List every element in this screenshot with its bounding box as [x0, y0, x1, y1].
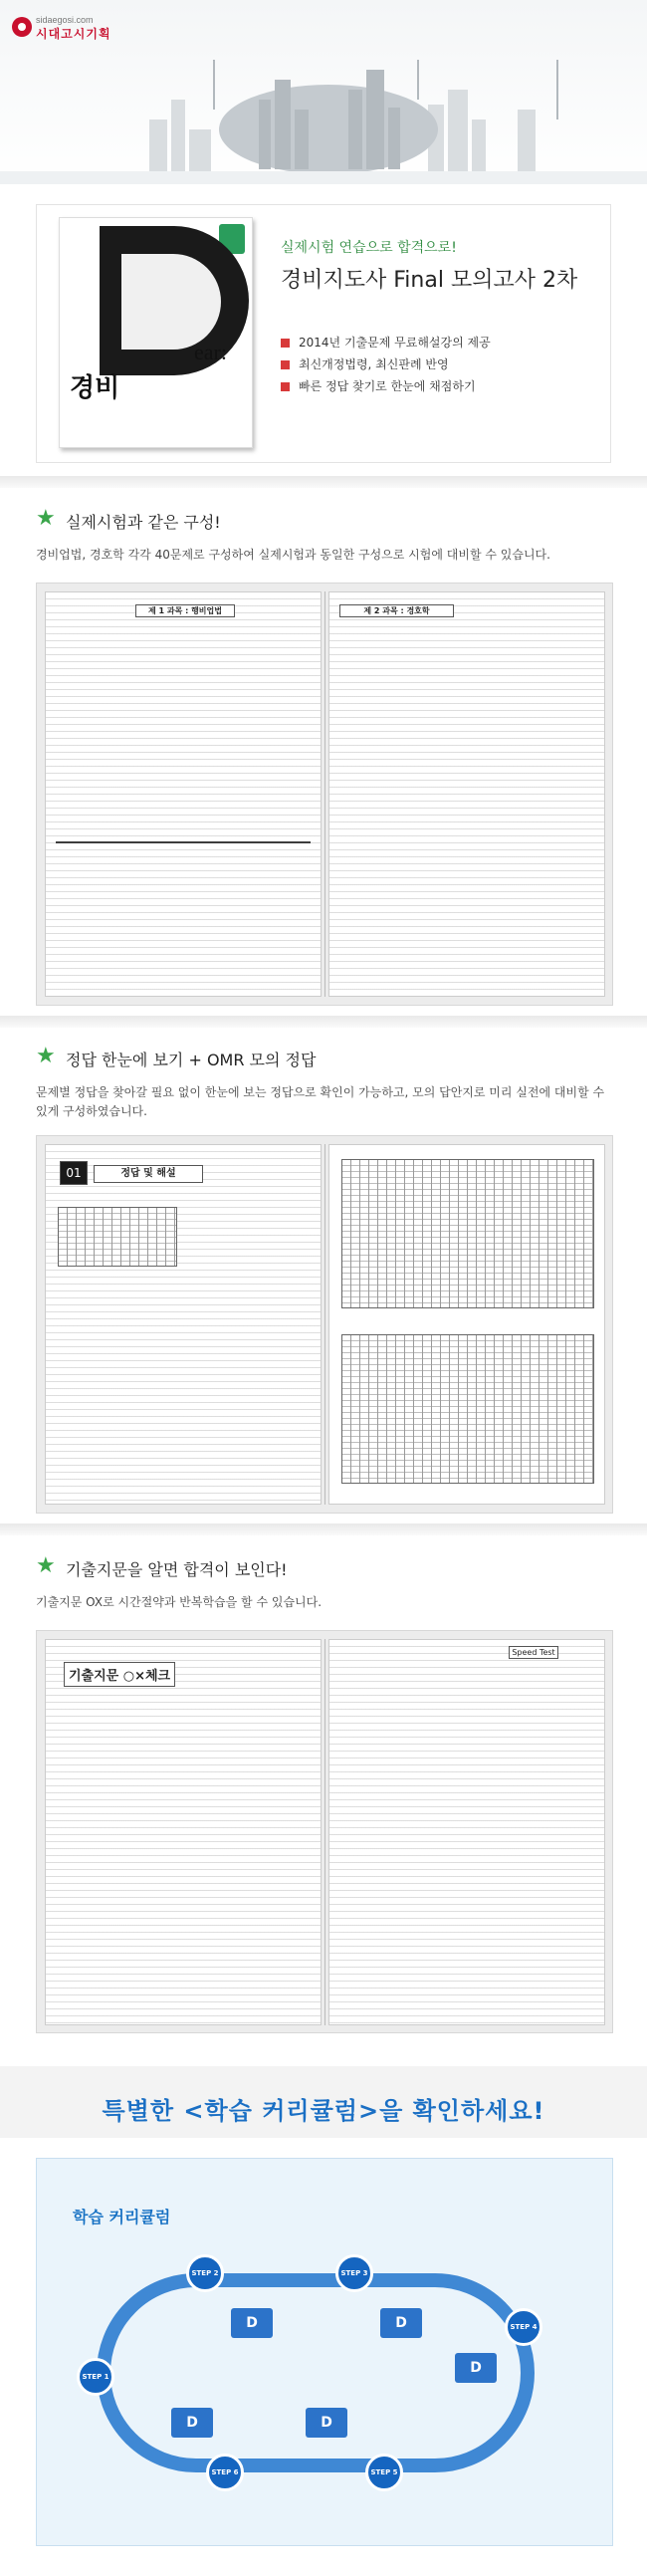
cover-title: 경비: [70, 373, 120, 403]
section-divider: [0, 476, 647, 488]
feature-item: [281, 354, 491, 376]
book-card-icon: D: [380, 2308, 422, 2338]
star-icon: ★: [36, 506, 56, 531]
section-title: 기출지문을 알면 합격이 보인다!: [66, 1560, 288, 1579]
book-tagline: 실제시험 연습으로 합격으로!: [281, 240, 457, 256]
answer-page-preview: [36, 1135, 613, 1514]
bullet-square-icon: [281, 360, 290, 369]
ox-check-page-preview: [36, 1630, 613, 2033]
book-card-icon: D: [455, 2353, 497, 2383]
logo-url: sidaegosi.com: [36, 15, 94, 25]
step-6-marker: STEP 6: [206, 2454, 244, 2491]
preview-page-left: [45, 591, 322, 997]
bullet-square-icon: [281, 382, 290, 391]
preview-page-right: [328, 591, 605, 997]
preview-page-right: [328, 1144, 605, 1505]
book-info-box: [36, 204, 611, 463]
site-logo[interactable]: [12, 14, 121, 42]
page-title: 기출지문 ○×체크: [64, 1662, 175, 1687]
star-icon: ★: [36, 1044, 56, 1068]
answer-grid: [58, 1207, 177, 1267]
book-card-icon: D: [306, 2408, 347, 2438]
chapter-number-badge: 01: [60, 1161, 88, 1185]
step-1-marker: STEP 1: [77, 2358, 114, 2396]
section-description: 경비업법, 경호학 각각 40문제로 구성하여 실제시험과 동일한 구성으로 시험에 대비할 수 있습니다.: [36, 548, 550, 562]
logo-brand: 시대고시기획: [36, 27, 111, 41]
preview-page-left: [45, 1639, 322, 2025]
omr-sheet-bottom: [341, 1334, 594, 1484]
section-description: 문제별 정답을 찾아갈 필요 없이 한눈에 보는 정답으로 확인이 가능하고, 모의 답안지로 미리 실전에 대비할 수 있게 구성하였습니다.: [36, 1085, 605, 1118]
step-4-marker: STEP 4: [505, 2308, 542, 2346]
speed-test-badge: Speed Test: [509, 1646, 558, 1659]
section-description: 기출지문 OX로 시간절약과 반복학습을 할 수 있습니다.: [36, 1595, 323, 1609]
city-skyline-illustration: [0, 60, 647, 184]
page-title-chip: 제 1 과목 : 행비업법: [135, 604, 235, 617]
omr-sheet-top: [341, 1159, 594, 1308]
book-spine: [324, 1639, 325, 2025]
book-card-icon: D: [231, 2308, 273, 2338]
cover-letter-d-inner: [121, 254, 221, 350]
feature-item: [281, 333, 491, 354]
star-icon: ★: [36, 1553, 56, 1578]
step-5-marker: STEP 5: [365, 2454, 403, 2491]
book-spine: [324, 1144, 325, 1505]
text-lines: [46, 592, 321, 996]
step-3-marker: STEP 3: [335, 2254, 373, 2292]
cover-ear-text: ear:: [194, 340, 227, 364]
feature-item: [281, 376, 491, 398]
curriculum-heading: 학습 커리큘럼: [73, 2208, 171, 2226]
step-2-marker: STEP 2: [186, 2254, 224, 2292]
book-cover-image[interactable]: [59, 217, 253, 448]
section-divider: [0, 1523, 647, 1535]
section-divider: [0, 1016, 647, 1028]
page-title-chip: 제 2 과목 : 경호학: [339, 604, 454, 617]
text-lines: [329, 1640, 604, 2024]
rule: [56, 841, 311, 843]
preview-page-left: [45, 1144, 322, 1505]
section-title: 실제시험과 같은 구성!: [66, 513, 221, 532]
book-card-icon: D: [171, 2408, 213, 2438]
curriculum-banner-title: 특별한 <학습 커리큘럼>을 확인하세요!: [102, 2097, 545, 2125]
text-lines: [46, 1145, 321, 1504]
exam-page-preview: [36, 583, 613, 1006]
section-title: 정답 한눈에 보기 + OMR 모의 정답: [66, 1051, 317, 1069]
preview-page-right: [328, 1639, 605, 2025]
text-lines: [46, 1640, 321, 2024]
feature-text: 빠른 정답 찾기로 한눈에 채점하기: [299, 379, 476, 393]
curriculum-map: [36, 2158, 613, 2546]
text-lines: [329, 592, 604, 996]
feature-text: 2014년 기출문제 무료해설강의 제공: [299, 336, 491, 350]
feature-text: 최신개정법령, 최신판례 반영: [299, 357, 449, 371]
page-title-chip: 정답 및 해설: [94, 1165, 203, 1183]
feature-list: [281, 333, 491, 398]
book-title: 경비지도사 Final 모의고사 2차: [281, 268, 578, 293]
hero-banner: [0, 0, 647, 184]
bullet-square-icon: [281, 339, 290, 348]
book-spine: [324, 591, 325, 997]
logo-mark-icon: [12, 17, 32, 37]
